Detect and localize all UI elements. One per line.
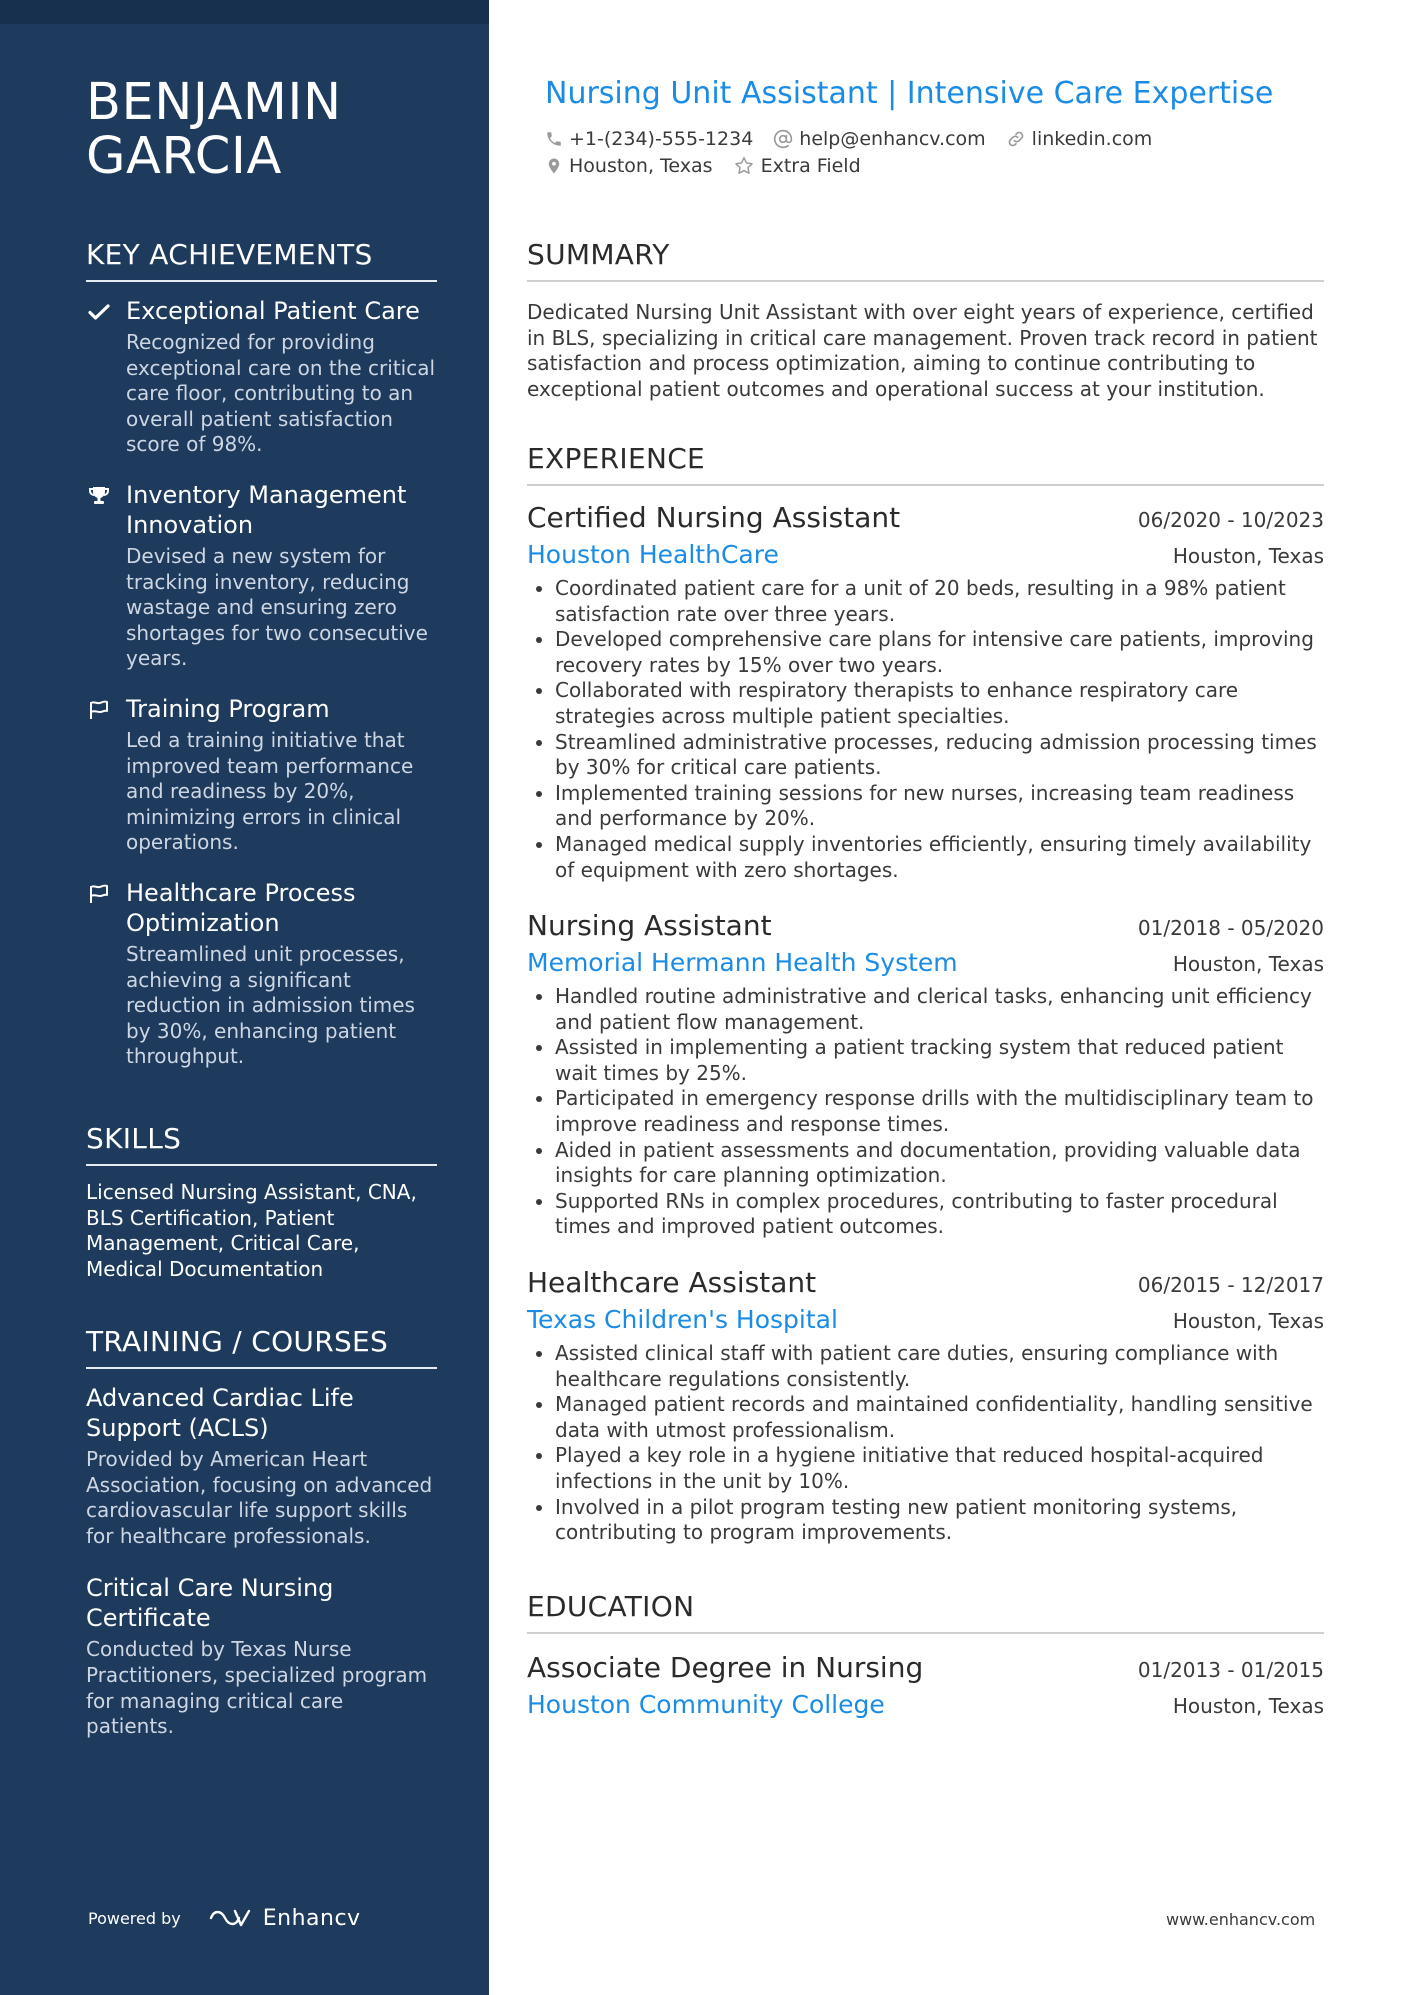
email-text: help@enhancv.com [799, 128, 986, 150]
education-entry [527, 1650, 1324, 1722]
phone-text: +1-(234)-555-1234 [569, 128, 754, 150]
job-bullets [527, 576, 1324, 883]
location-text: Houston, Texas [569, 155, 713, 177]
job-role: Nursing Assistant [527, 909, 772, 942]
job-dates: 06/2020 - 10/2023 [1137, 508, 1324, 532]
footer-url[interactable]: www.enhancv.com [1166, 1910, 1316, 1929]
job-bullets [527, 1341, 1324, 1546]
course-item [86, 1383, 437, 1549]
achievement-desc: Recognized for providing exceptional care on the critical care floor, contributing to an overall patient satisfaction score of 98%. [126, 330, 436, 457]
course-item [86, 1573, 437, 1739]
skills-list: Licensed Nursing Assistant, CNA, BLS Certification, Patient Management, Critical Care, Medical Documentation [86, 1180, 417, 1281]
contact-row-1 [545, 128, 1172, 150]
job-bullet: • Coordinated patient care for a unit of 20 beds, resulting in a 98% patient satisfaction rate over three years. [555, 576, 1324, 627]
enhancv-logo-icon [207, 1905, 253, 1931]
powered-by [88, 1900, 361, 1936]
course-title: Critical Care Nursing Certificate [86, 1574, 334, 1633]
location-pin-icon [545, 156, 563, 176]
job-bullet: • Streamlined administrative processes, reducing admission processing times by 30% for critical care patients. [555, 730, 1324, 781]
job-bullet: • Managed patient records and maintained confidentiality, handling sensitive data with utmost professionalism. [555, 1392, 1324, 1443]
phone-icon [545, 130, 563, 148]
job-bullet: • Developed comprehensive care plans for intensive care patients, improving recovery rates by 15% over two years. [555, 627, 1324, 678]
extra-text: Extra Field [760, 155, 861, 177]
job-entry [527, 908, 1324, 1240]
job-bullet: • Participated in emergency response drills with the multidisciplinary team to improve readiness and response times. [555, 1086, 1324, 1137]
job-company: Texas Children's Hospital [527, 1305, 838, 1334]
job-bullet: • Assisted in implementing a patient tracking system that reduced patient wait times by 25%. [555, 1035, 1324, 1086]
job-bullet: • Assisted clinical staff with patient care duties, ensuring compliance with healthcare regulations consistently. [555, 1341, 1324, 1392]
name-first: BENJAMIN [86, 73, 342, 132]
education-degree: Associate Degree in Nursing [527, 1651, 924, 1684]
trophy-icon [86, 484, 112, 508]
courses-title: TRAINING / COURSES [86, 1325, 437, 1369]
contact-extra [733, 155, 861, 177]
contact-phone[interactable] [545, 128, 753, 150]
achievements-section [86, 238, 437, 1092]
job-bullet: • Managed medical supply inventories efficiently, ensuring timely availability of equipment with zero shortages. [555, 832, 1324, 883]
education-title: EDUCATION [527, 1590, 1324, 1634]
skills-title: SKILLS [86, 1122, 437, 1166]
flag-icon [86, 882, 112, 906]
check-icon [86, 300, 112, 324]
education-location: Houston, Texas [1172, 1694, 1324, 1718]
name-last: GARCIA [86, 127, 282, 186]
courses-section [86, 1325, 437, 1764]
at-icon [773, 129, 793, 149]
powered-label: Powered by [88, 1908, 181, 1928]
achievement-desc: Streamlined unit processes, achieving a significant reduction in admission times by 30%, enhancing patient throughput. [126, 941, 415, 1069]
achievement-item [86, 694, 437, 856]
job-bullet: • Played a key role in a hygiene initiative that reduced hospital-acquired infections in the unit by 10%. [555, 1443, 1324, 1494]
job-bullet: • Supported RNs in complex procedures, contributing to faster procedural times and improved patient outcomes. [555, 1189, 1324, 1240]
achievement-title: Inventory Management Innovation [126, 480, 407, 539]
summary-text: Dedicated Nursing Unit Assistant with over eight years of experience, certified in BLS, specializing in critical care management. Proven track record in patient satisfaction and process optimization, aiming to continue contributing to exceptional patient outcomes and operational success at your institution. [527, 300, 1318, 401]
link-text: linkedin.com [1031, 128, 1153, 150]
education-dates: 01/2013 - 01/2015 [1137, 1658, 1324, 1682]
job-bullet: • Collaborated with respiratory therapists to enhance respiratory care strategies across multiple patient specialties. [555, 678, 1324, 729]
sidebar-top-bar [0, 0, 489, 24]
job-bullet: • Involved in a pilot program testing new patient monitoring systems, contributing to program improvements. [555, 1495, 1324, 1546]
job-bullets [527, 984, 1324, 1240]
flag-icon [86, 698, 112, 722]
job-entry [527, 500, 1324, 883]
contact-row-2 [545, 155, 881, 177]
job-bullet: • Aided in patient assessments and documentation, providing valuable data insights for care planning optimization. [555, 1138, 1324, 1189]
job-dates: 06/2015 - 12/2017 [1137, 1273, 1324, 1297]
achievement-title: Training Program [126, 694, 330, 723]
achievement-item [86, 480, 437, 672]
summary-title: SUMMARY [527, 238, 1324, 282]
achievements-title: KEY ACHIEVEMENTS [86, 238, 437, 282]
job-bullet: • Implemented training sessions for new nurses, increasing team readiness and performance by 20%. [555, 781, 1324, 832]
achievement-desc: Led a training initiative that improved team performance and readiness by 20%, minimizing errors in clinical operations. [126, 727, 414, 855]
job-role: Healthcare Assistant [527, 1266, 817, 1299]
candidate-name [86, 73, 466, 186]
achievement-item [86, 296, 437, 458]
education-school: Houston Community College [527, 1690, 885, 1719]
course-desc: Conducted by Texas Nurse Practitioners, specialized program for managing critical care patients. [86, 1637, 428, 1739]
achievement-title: Exceptional Patient Care [126, 297, 420, 325]
achievement-desc: Devised a new system for tracking inventory, reducing wastage and ensuring zero shortages for two consecutive years. [126, 543, 428, 671]
achievement-item [86, 878, 437, 1070]
course-desc: Provided by American Heart Association, focusing on advanced cardiovascular life support skills for healthcare professionals. [86, 1447, 433, 1548]
job-location: Houston, Texas [1172, 544, 1324, 568]
job-location: Houston, Texas [1172, 1309, 1324, 1333]
job-dates: 01/2018 - 05/2020 [1137, 916, 1324, 940]
job-company: Houston HealthCare [527, 540, 779, 569]
contact-location [545, 155, 713, 177]
job-role: Certified Nursing Assistant [527, 501, 901, 534]
job-location: Houston, Texas [1172, 952, 1324, 976]
headline: Nursing Unit Assistant | Intensive Care Expertise [545, 76, 1274, 111]
experience-title: EXPERIENCE [527, 442, 1324, 486]
contact-email[interactable] [773, 128, 985, 150]
course-title: Advanced Cardiac Life Support (ACLS) [86, 1384, 354, 1442]
job-company: Memorial Hermann Health System [527, 948, 958, 977]
contact-link[interactable] [1006, 128, 1153, 150]
job-bullet: • Handled routine administrative and clerical tasks, enhancing unit efficiency and patient flow management. [555, 984, 1324, 1035]
achievement-title: Healthcare Process Optimization [126, 878, 356, 937]
link-icon [1006, 129, 1026, 149]
brand-name: Enhancv [262, 1905, 361, 1931]
sidebar [0, 0, 489, 1995]
star-icon [733, 155, 755, 177]
skills-section [86, 1122, 437, 1282]
job-entry [527, 1265, 1324, 1546]
